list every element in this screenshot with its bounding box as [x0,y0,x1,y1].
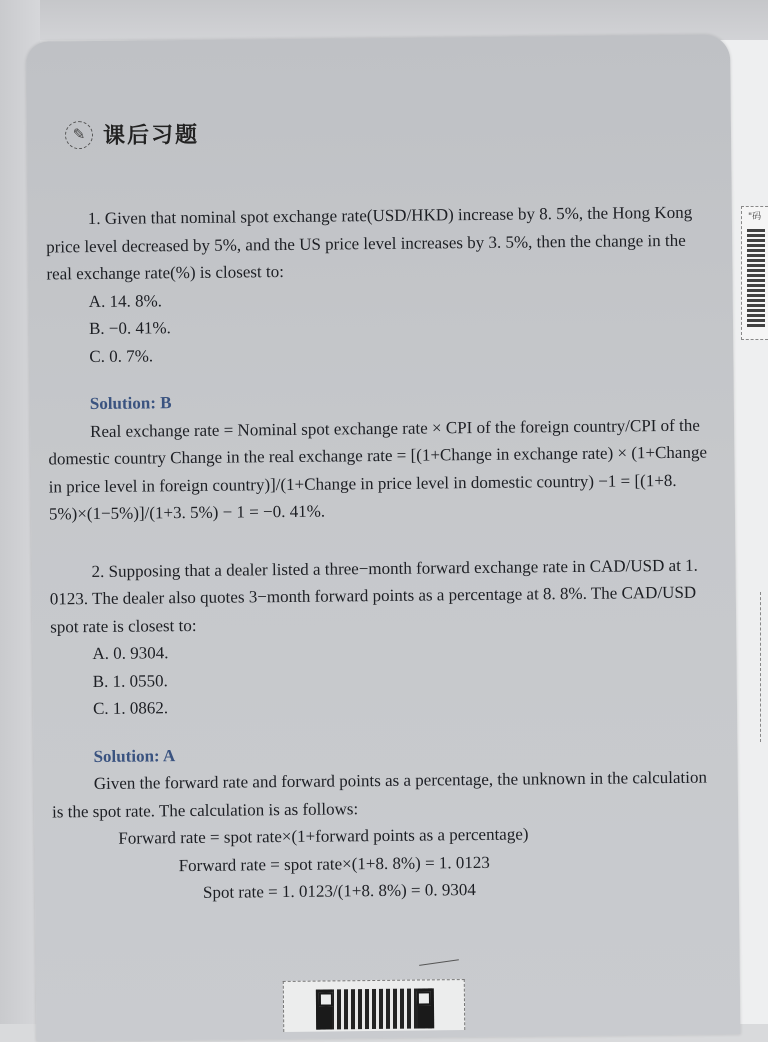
qr-code-icon [316,988,434,1029]
section-header [65,118,199,150]
backdrop-top [0,0,768,40]
solution-1-text: Real exchange rate = Nominal spot exchange rate × CPI of the foreign country/CPI of the domestic country Change in the real exchange rate = [(1+Change in exchange rate) × (1+Change in price level in foreign country)]/(1+Change in price level in domestic country) −1 = [(1+8. 5%)×(1−5%)]/(1+3. 5%) − 1 = −0. 41%. [48,415,708,524]
side-qr-code [741,206,768,340]
solution-2-heading: Solution: A [93,745,176,766]
exercise-content [46,199,713,908]
adjacent-page-bracket [760,592,768,742]
question-2-option-a: A. 0. 9304. [92,643,169,664]
question-1-text: 1. Given that nominal spot exchange rate(USD/HKD) increase by 8. 5%, the Hong Kong price level decreased by 5%, and the US price level increases by 3. 5%, then the change in the real exchange rate(%) is closest to: [46,202,693,284]
section-title: 课后习题 [102,122,200,149]
question-1-option-a: A. 14. 8%. [88,290,163,311]
solution-2-equation-3: Spot rate = 1. 0123/(1+8. 8%) = 0. 9304 [202,880,476,902]
solution-2-equation-2: Forward rate = spot rate×(1+8. 8%) = 1. 0123 [178,852,490,875]
question-1-option-c: C. 0. 7%. [89,345,154,366]
book-page [26,34,740,1041]
question-1-option-b: B. −0. 41%. [88,318,171,339]
side-qr-label: "码 [748,212,762,222]
question-2-option-b: B. 1. 0550. [92,670,168,691]
solution-2-equation-1: Forward rate = spot rate×(1+forward points as a percentage) [118,824,529,848]
solution-2-text: Given the forward rate and forward points as a percentage, the unknown in the calculation is the spot rate. The calculation is as follows: [51,767,708,821]
solution-1-heading: Solution: B [89,393,172,414]
question-2-text: 2. Supposing that a dealer listed a three−month forward exchange rate in CAD/USD at 1. 0123. The dealer also quotes 3−month forward points as a percentage at 8. 8%. The CAD/USD spot rate is closest to: [49,555,698,636]
pencil-icon: ✎ [65,120,93,148]
qr-code-icon [747,227,765,327]
question-2-option-c: C. 1. 0862. [92,698,169,719]
bottom-qr-code [283,979,466,1032]
